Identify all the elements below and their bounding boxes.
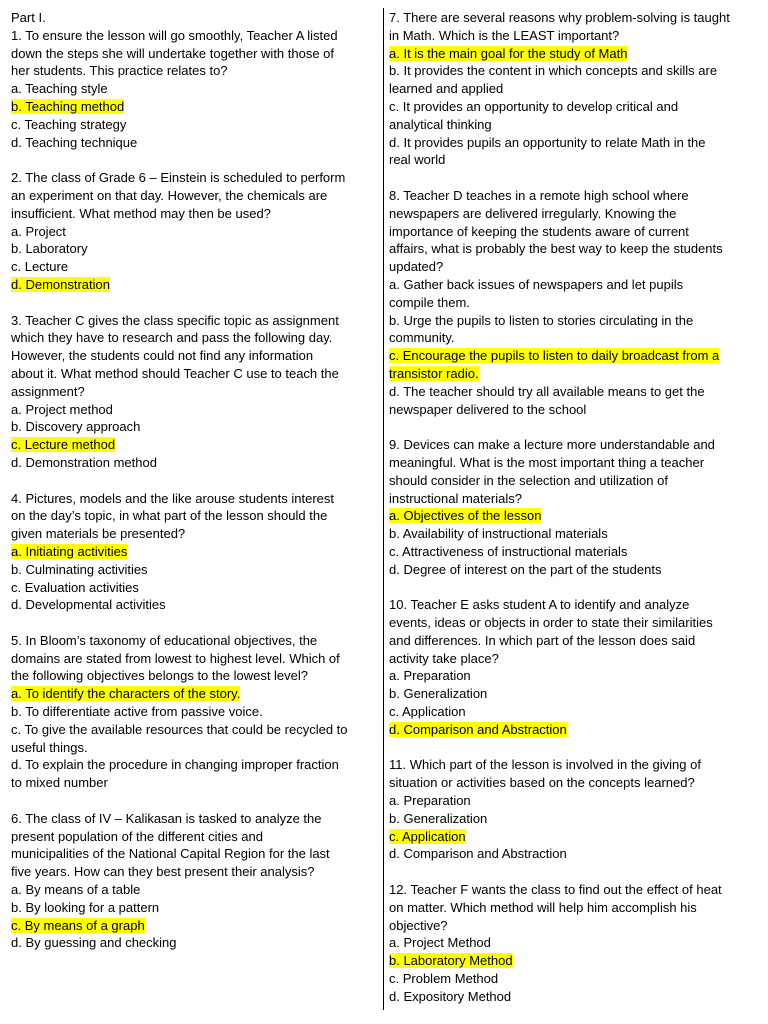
answer-option-line xyxy=(11,240,381,258)
answer-option-text: d. To explain the procedure in changing improper fraction xyxy=(11,757,339,773)
answer-option-line xyxy=(389,543,759,561)
answer-option xyxy=(11,756,381,792)
answer-option-line xyxy=(11,739,381,757)
answer-option-line xyxy=(11,418,381,436)
answer-option xyxy=(11,561,381,579)
highlighted-answer-option xyxy=(389,952,759,970)
question-block xyxy=(11,27,381,169)
answer-option-line xyxy=(389,365,759,383)
answer-option xyxy=(11,80,381,98)
answer-option-line xyxy=(11,258,381,276)
answer-option-line xyxy=(389,62,759,80)
answer-option-line xyxy=(389,383,759,401)
answer-option xyxy=(11,721,381,757)
question-text-line: 6. The class of IV – Kalikasan is tasked to analyze the xyxy=(11,810,322,826)
highlighted-answer-option xyxy=(389,45,759,63)
part-title: Part I. xyxy=(11,10,46,25)
answer-option-text: d. By guessing and checking xyxy=(11,935,177,951)
answer-option-text: transistor radio. xyxy=(389,365,479,381)
answer-option-line xyxy=(11,543,381,561)
answer-option-line xyxy=(11,116,381,134)
answer-option-line xyxy=(11,756,381,774)
answer-option-line xyxy=(389,401,759,419)
right-column xyxy=(389,9,759,1006)
answer-option xyxy=(389,845,759,863)
answer-option-text: a. Preparation xyxy=(389,793,471,809)
answer-option-text: b. To differentiate active from passive voice. xyxy=(11,704,263,720)
answer-option-text: a. Initiating activities xyxy=(11,543,128,559)
question-text-line: on matter. Which method will help him accomplish his xyxy=(389,899,697,915)
answer-option-text: d. Comparison and Abstraction xyxy=(389,721,567,737)
question-text-line: an experiment on that day. However, the chemicals are xyxy=(11,187,328,203)
answer-option xyxy=(11,134,381,152)
answer-option xyxy=(11,454,381,472)
answer-option-line xyxy=(389,561,759,579)
question-text-line: and differences. In which part of the lesson does said xyxy=(389,632,696,648)
answer-option-text: d. Degree of interest on the part of the students xyxy=(389,561,662,577)
answer-option-text: b. Laboratory Method xyxy=(389,953,513,969)
answer-option-line xyxy=(389,134,759,152)
answer-option-line xyxy=(11,98,381,116)
answer-option-line xyxy=(11,881,381,899)
question-spacer xyxy=(11,472,381,490)
answer-option-line xyxy=(389,810,759,828)
answer-option-text: a. It is the main goal for the study of Math xyxy=(389,45,628,61)
question-text-line: meaningful. What is the most important thing a teacher xyxy=(389,454,705,470)
highlighted-answer-option xyxy=(389,828,759,846)
question-text-line: in Math. Which is the LEAST important? xyxy=(389,27,620,43)
question-text-line: 8. Teacher D teaches in a remote high school where xyxy=(389,187,689,203)
answer-option-text: b. By looking for a pattern xyxy=(11,899,160,915)
highlighted-answer-option xyxy=(11,543,381,561)
question-text-line: activity take place? xyxy=(389,650,499,666)
highlighted-answer-option xyxy=(11,98,381,116)
answer-option xyxy=(11,881,381,899)
answer-option xyxy=(389,970,759,988)
question-text-line: events, ideas or objects in order to state their similarities xyxy=(389,615,713,631)
column-divider xyxy=(383,8,384,1010)
answer-option-text: d. Teaching technique xyxy=(11,134,138,150)
answer-option-text: a. Gather back issues of newspapers and let pupils xyxy=(389,276,684,292)
question-text-line: 11. Which part of the lesson is involved in the giving of xyxy=(389,757,701,773)
question-block xyxy=(389,596,759,756)
answer-option-text: b. Discovery approach xyxy=(11,419,141,435)
answer-option-text: b. Availability of instructional materials xyxy=(389,526,608,542)
question-text-line: her students. This practice relates to? xyxy=(11,63,228,79)
answer-option-line xyxy=(11,134,381,152)
question-text-line: five years. How can they best present their analysis? xyxy=(11,864,315,880)
question-block xyxy=(389,9,759,187)
answer-option-line xyxy=(389,276,759,294)
highlighted-answer-option xyxy=(11,685,381,703)
answer-option-text: a. Preparation xyxy=(389,668,471,684)
answer-option-text: to mixed number xyxy=(11,775,108,791)
answer-option-line xyxy=(389,329,759,347)
question-spacer xyxy=(389,739,759,757)
answer-option-line xyxy=(11,401,381,419)
answer-option-line xyxy=(389,80,759,98)
answer-option xyxy=(389,703,759,721)
question-spacer xyxy=(389,863,759,881)
answer-option-text: c. Application xyxy=(389,704,466,720)
question-text-line: 7. There are several reasons why problem-solving is taught xyxy=(389,10,730,25)
answer-option-text: b. Urge the pupils to listen to stories circulating in the xyxy=(389,312,694,328)
answer-option-text: c. Problem Method xyxy=(389,971,499,987)
question-text-line: newspapers are delivered irregularly. Knowing the xyxy=(389,205,677,221)
answer-option-text: community. xyxy=(389,330,455,346)
question-text-line: about it. What method should Teacher C use to teach the xyxy=(11,365,339,381)
question-text-line: objective? xyxy=(389,917,448,933)
answer-option-text: a. Project method xyxy=(11,401,113,417)
answer-option-line xyxy=(11,579,381,597)
answer-option-line xyxy=(11,454,381,472)
question-block xyxy=(11,632,381,810)
answer-option xyxy=(389,62,759,98)
highlighted-answer-option xyxy=(389,721,759,739)
answer-option xyxy=(11,240,381,258)
question-text-line: affairs, what is probably the best way to keep the students xyxy=(389,241,723,257)
question-text-line: should consider in the selection and utilization of xyxy=(389,472,668,488)
answer-option-line xyxy=(389,828,759,846)
answer-option xyxy=(11,703,381,721)
answer-option xyxy=(11,579,381,597)
question-text-line: down the steps she will undertake together with those of xyxy=(11,45,335,61)
question-text-line: 10. Teacher E asks student A to identify and analyze xyxy=(389,597,690,613)
question-spacer xyxy=(389,169,759,187)
answer-option-text: b. Generalization xyxy=(389,810,488,826)
answer-option-text: a. Project xyxy=(11,223,66,239)
answer-option-line xyxy=(389,988,759,1006)
answer-option-line xyxy=(389,98,759,116)
answer-option-text: c. Evaluation activities xyxy=(11,579,139,595)
answer-option xyxy=(11,596,381,614)
answer-option-line xyxy=(11,596,381,614)
answer-option-line xyxy=(11,703,381,721)
answer-option-line xyxy=(389,525,759,543)
question-block xyxy=(389,187,759,436)
answer-option-text: compile them. xyxy=(389,294,470,310)
question-text-line: on the day’s topic, in what part of the lesson should the xyxy=(11,508,328,524)
answer-option xyxy=(389,134,759,170)
question-spacer xyxy=(11,792,381,810)
question-text-line: 2. The class of Grade 6 – Einstein is scheduled to perform xyxy=(11,170,346,186)
question-spacer xyxy=(11,614,381,632)
question-spacer xyxy=(389,418,759,436)
answer-option-text: d. Demonstration xyxy=(11,276,110,292)
answer-option-text: analytical thinking xyxy=(389,116,492,132)
highlighted-answer-option xyxy=(11,436,381,454)
answer-option-text: c. Teaching strategy xyxy=(11,116,127,132)
question-text-line: 12. Teacher F wants the class to find out the effect of heat xyxy=(389,882,722,898)
answer-option xyxy=(11,934,381,952)
answer-option-line xyxy=(389,45,759,63)
answer-option-text: real world xyxy=(389,152,446,168)
question-text-line: 1. To ensure the lesson will go smoothly, Teacher A listed xyxy=(11,27,338,43)
question-text-line: present population of the different cities and xyxy=(11,828,263,844)
question-spacer xyxy=(389,579,759,597)
answer-option xyxy=(11,899,381,917)
question-text-line: 9. Devices can make a lecture more understandable and xyxy=(389,437,715,453)
question-spacer xyxy=(11,151,381,169)
answer-option-line xyxy=(389,507,759,525)
answer-option xyxy=(11,418,381,436)
question-text-line: updated? xyxy=(389,259,444,275)
answer-option-line xyxy=(389,294,759,312)
answer-option xyxy=(389,685,759,703)
highlighted-answer-option xyxy=(11,917,381,935)
answer-option-text: c. Lecture xyxy=(11,259,69,275)
answer-option-line xyxy=(11,685,381,703)
answer-option-text: useful things. xyxy=(11,739,88,755)
question-text-line: However, the students could not find any information xyxy=(11,348,314,364)
answer-option-line xyxy=(389,312,759,330)
answer-option-text: learned and applied xyxy=(389,81,504,97)
answer-option xyxy=(389,312,759,348)
answer-option-line xyxy=(11,899,381,917)
answer-option-line xyxy=(389,151,759,169)
answer-option-text: b. Culminating activities xyxy=(11,561,148,577)
answer-option-line xyxy=(11,917,381,935)
answer-option xyxy=(389,276,759,312)
answer-option-text: c. It provides an opportunity to develop critical and xyxy=(389,98,679,114)
question-text-line: domains are stated from lowest to highest level. Which of xyxy=(11,650,340,666)
answer-option-text: d. Comparison and Abstraction xyxy=(389,846,567,862)
answer-option-text: d. Developmental activities xyxy=(11,597,166,613)
question-block xyxy=(11,490,381,632)
answer-option-text: c. By means of a graph xyxy=(11,917,145,933)
answer-option xyxy=(11,258,381,276)
question-spacer xyxy=(11,294,381,312)
answer-option xyxy=(389,543,759,561)
answer-option-text: b. Generalization xyxy=(389,686,488,702)
answer-option-text: a. Objectives of the lesson xyxy=(389,508,542,524)
question-block xyxy=(389,881,759,1006)
answer-option-line xyxy=(11,436,381,454)
left-column xyxy=(11,9,381,952)
answer-option-text: d. Demonstration method xyxy=(11,454,157,470)
question-text-line: insufficient. What method may then be used? xyxy=(11,205,271,221)
answer-option-line xyxy=(389,721,759,739)
question-text-line: which they have to research and pass the following day. xyxy=(11,330,333,346)
question-block xyxy=(389,756,759,881)
answer-option-line xyxy=(11,223,381,241)
question-text-line: instructional materials? xyxy=(389,490,522,506)
answer-option-line xyxy=(389,703,759,721)
answer-option xyxy=(389,988,759,1006)
answer-option-line xyxy=(389,347,759,365)
question-text-line: 4. Pictures, models and the like arouse students interest xyxy=(11,490,335,506)
answer-option-line xyxy=(11,276,381,294)
answer-option xyxy=(389,667,759,685)
answer-option-line xyxy=(11,774,381,792)
answer-option-text: a. Project Method xyxy=(389,935,491,951)
question-text-line: situation or activities based on the concepts learned? xyxy=(389,775,695,791)
answer-option-line xyxy=(389,116,759,134)
answer-option-text: a. Teaching style xyxy=(11,81,108,97)
answer-option-text: d. It provides pupils an opportunity to relate Math in the xyxy=(389,134,706,150)
question-text-line: importance of keeping the students aware of current xyxy=(389,223,689,239)
answer-option xyxy=(11,116,381,134)
answer-option-text: newspaper delivered to the school xyxy=(389,401,587,417)
question-block xyxy=(11,169,381,311)
answer-option xyxy=(389,525,759,543)
answer-option-line xyxy=(389,792,759,810)
answer-option-line xyxy=(11,561,381,579)
question-text-line: municipalities of the National Capital Region for the last xyxy=(11,846,330,862)
highlighted-answer-option xyxy=(389,507,759,525)
answer-option-text: c. Lecture method xyxy=(11,437,116,453)
answer-option-text: a. To identify the characters of the story. xyxy=(11,686,241,702)
answer-option-text: d. Expository Method xyxy=(389,988,512,1004)
answer-option xyxy=(389,934,759,952)
answer-option-line xyxy=(389,934,759,952)
question-text-line: the following objectives belongs to the lowest level? xyxy=(11,668,309,684)
answer-option-line xyxy=(11,721,381,739)
answer-option-text: b. Teaching method xyxy=(11,98,125,114)
answer-option-text: b. It provides the content in which concepts and skills are xyxy=(389,63,718,79)
answer-option-line xyxy=(11,80,381,98)
answer-option-line xyxy=(11,934,381,952)
question-text-line: 3. Teacher C gives the class specific topic as assignment xyxy=(11,312,339,328)
question-text-line: 5. In Bloom’s taxonomy of educational objectives, the xyxy=(11,632,318,648)
answer-option-text: c. Attractiveness of instructional materials xyxy=(389,543,628,559)
question-block xyxy=(11,312,381,490)
answer-option xyxy=(389,810,759,828)
answer-option-text: d. The teacher should try all available means to get the xyxy=(389,383,705,399)
answer-option-text: a. By means of a table xyxy=(11,882,141,898)
highlighted-answer-option xyxy=(389,347,759,383)
answer-option xyxy=(389,561,759,579)
answer-option-line xyxy=(389,667,759,685)
answer-option-text: b. Laboratory xyxy=(11,241,88,257)
answer-option-text: c. To give the available resources that could be recycled to xyxy=(11,721,348,737)
answer-option xyxy=(11,223,381,241)
answer-option xyxy=(389,383,759,419)
question-block xyxy=(11,810,381,952)
answer-option-line xyxy=(389,952,759,970)
question-text-line: assignment? xyxy=(11,383,85,399)
question-text-line: given materials be presented? xyxy=(11,526,186,542)
answer-option-line xyxy=(389,970,759,988)
answer-option xyxy=(389,98,759,134)
answer-option-line xyxy=(389,845,759,863)
highlighted-answer-option xyxy=(11,276,381,294)
answer-option xyxy=(11,401,381,419)
answer-option xyxy=(389,792,759,810)
question-block xyxy=(389,436,759,596)
answer-option-text: c. Encourage the pupils to listen to daily broadcast from a xyxy=(389,348,720,364)
answer-option-text: c. Application xyxy=(389,828,466,844)
answer-option-line xyxy=(389,685,759,703)
